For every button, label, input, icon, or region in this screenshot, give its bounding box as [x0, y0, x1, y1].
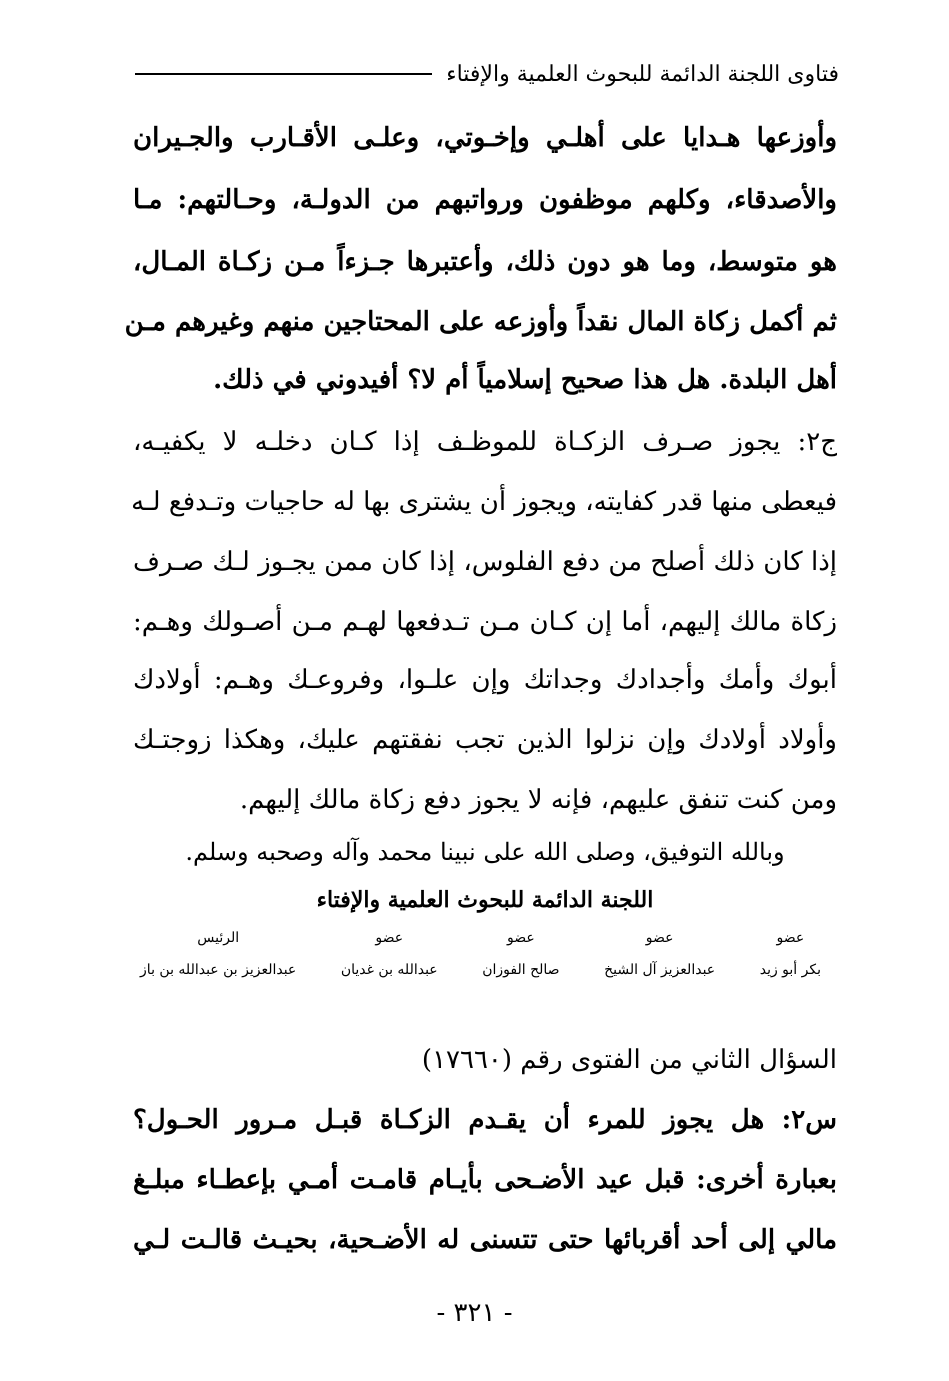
page-number: - ٣٢١ - — [436, 1298, 513, 1328]
signature-role: الرئيس — [197, 930, 240, 946]
question1-line-3: هو متوسط، وما هو دون ذلك، وأعتبرها جـزءاً مـن زكـاة المـال، — [133, 247, 837, 277]
question1-line-2: والأصدقاء، وكلهم موظفون ورواتبهم من الدولـة، وحـالتهم: مـا — [133, 185, 837, 215]
committee-title-row — [133, 880, 837, 920]
signature-role: عضو — [645, 930, 674, 946]
signature-name: عبدالعزيز آل الشيخ — [604, 962, 716, 978]
answer-line-4: زكاة مالك إليهم، أما إن كـان مـن تـدفعها لهـم مـن أصـولك وهـم: — [133, 607, 837, 637]
running-header — [135, 58, 839, 90]
committee-title: اللجنة الدائمة للبحوث العلمية والإفتاء — [316, 887, 654, 913]
signature-member-2 — [604, 930, 715, 978]
header-rule — [135, 73, 432, 75]
signature-name: عبدالعزيز بن عبدالله بن باز — [140, 962, 297, 978]
question2-line-2: بعبارة أخرى: قبل عيد الأضـحى بأيـام قامـت أمـي بإعطـاء مبلـغ — [133, 1165, 837, 1195]
signature-role: عضو — [375, 930, 404, 946]
answer-line-1: ج٢: يجوز صـرف الزكـاة للموظـف إذا كـان دخلـه لا يكفيـه، — [133, 427, 837, 457]
question1-line-4: ثم أكمل زكاة المال نقداً وأوزعه على المحتاجين منهم وغيرهم مـن — [124, 307, 837, 337]
signature-role: عضو — [507, 930, 535, 946]
closing-line: وبالله التوفيق، وصلى الله على نبينا محمد وآله وصحبه وسلم. — [185, 838, 785, 866]
question2-heading: السؤال الثاني من الفتوى رقم (١٧٦٦٠) — [421, 1045, 837, 1075]
question2-line-1: س٢: هل يجوز للمرء أن يقـدم الزكـاة قبـل مـرور الحـول؟ — [133, 1105, 837, 1135]
answer-line-3: إذا كان ذلك أصلح من دفع الفلوس، إذا كان ممن يجـوز لـك صـرف — [133, 547, 837, 577]
signature-member-4 — [341, 930, 438, 978]
signature-name: عبدالله بن غديان — [340, 962, 438, 978]
question2-line-3: مالي إلى أحد أقربائها حتى تتسنى له الأضـحية، بحيـث قالـت لـي — [133, 1225, 837, 1255]
signature-role: عضو — [776, 930, 805, 946]
signature-member-1 — [760, 930, 821, 978]
answer-line-6: وأولاد أولادك وإن نزلوا الذين تجب نفقتهم عليك، وهكذا زوجتـك — [133, 725, 837, 755]
signature-chairman — [140, 930, 296, 978]
question1-line-5: أهل البلدة. هل هذا صحيح إسلامياً أم لا؟ أفيدوني في ذلك. — [213, 365, 837, 395]
question1-line-1: وأوزعها هـدايا على أهلـي وإخـوتي، وعلـى الأقـارب والجـيران — [133, 123, 837, 153]
signature-name: بكر أبو زيد — [759, 962, 821, 978]
answer-line-5: أبوك وأمك وأجدادك وجداتك وإن علـوا، وفروعـك وهـم: أولادك — [133, 665, 837, 695]
signatures — [140, 930, 821, 978]
signature-name: صالح الفوزان — [482, 962, 560, 978]
answer-line-7: ومن كنت تنفق عليهم، فإنه لا يجوز دفع زكاة مالك إليهم. — [239, 785, 837, 815]
header-title: فتاوى اللجنة الدائمة للبحوث العلمية والإفتاء — [446, 61, 839, 87]
signature-member-3 — [482, 930, 559, 978]
answer-line-2: فيعطى منها قدر كفايته، ويجوز أن يشترى بها له حاجيات وتـدفع لـه — [131, 487, 837, 517]
